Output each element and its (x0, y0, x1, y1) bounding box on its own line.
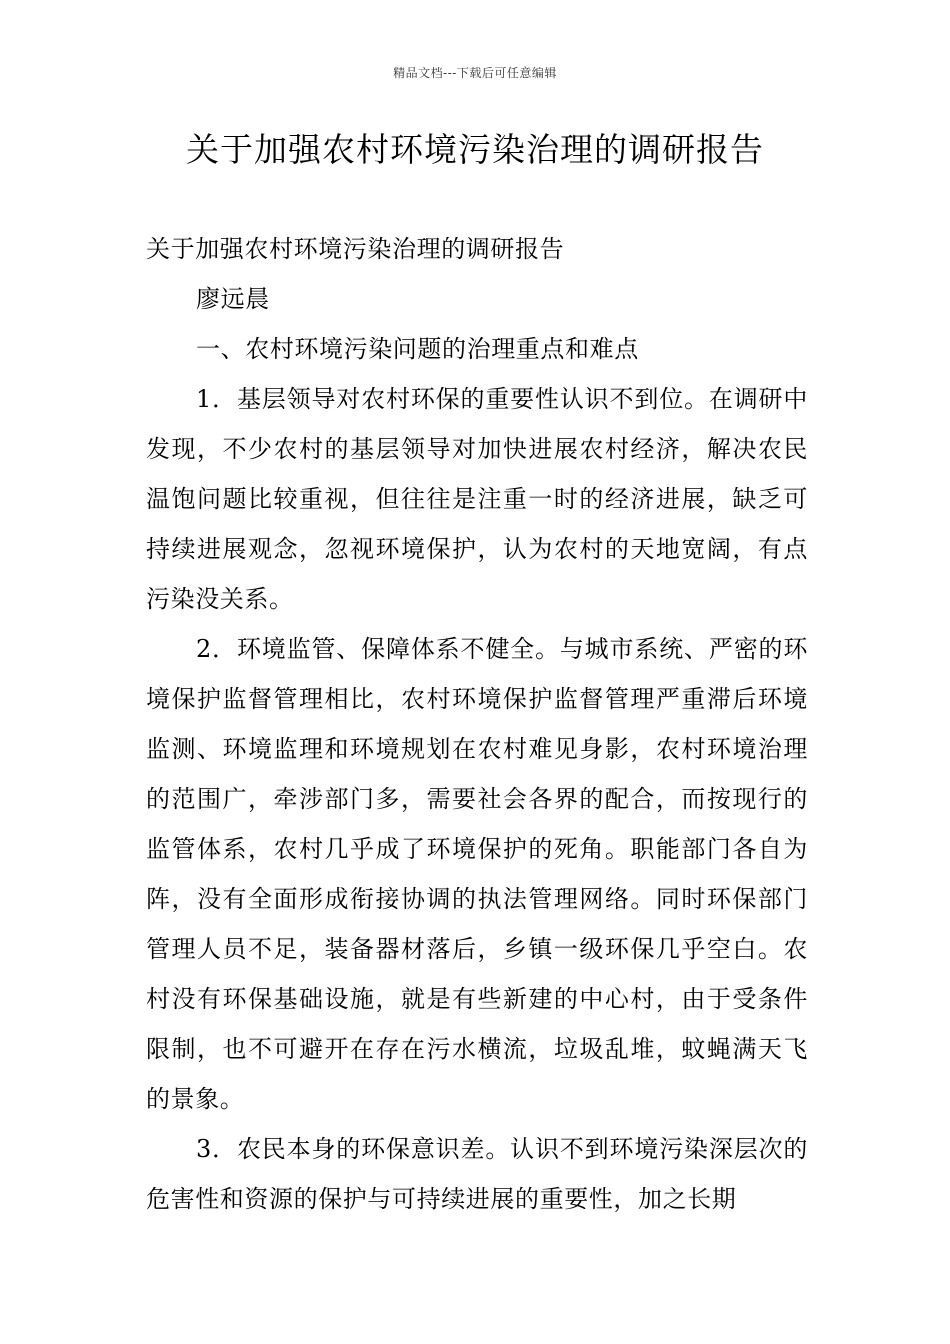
paragraph-3: 3．农民本身的环保意识差。认识不到环境污染深层次的危害性和资源的保护与可持续进展的重要性，加之长期 (146, 1135, 808, 1213)
header-note: 精品文档---下载后可任意编辑 (393, 66, 557, 80)
paragraph-2: 2．环境监管、保障体系不健全。与城市系统、严密的环境保护监督管理相比，农村环境保护监督管理严重滞后环境监测、环境监理和环境规划在农村难见身影，农村环境治理的范围广，牵涉部门多，需要社会各界的配合，而按现行的监管体系，农村几乎成了环境保护的死角。职能部门各自为阵，没有全面形成衔接协调的执法管理网络。同时环保部门管理人员不足，装备器材落后，乡镇一级环保几乎空白。农村没有环保基础设施，就是有些新建的中心村，由于受条件限制，也不可避开在存在污水横流，垃圾乱堆，蚊蝇满天飞的景象。 (146, 635, 808, 1113)
page-title: 关于加强农村环境污染治理的调研报告 (186, 130, 764, 169)
author-line: 廖远晨 (196, 285, 270, 313)
paragraph-1: 1．基层领导对农村环保的重要性认识不到位。在调研中发现，不少农村的基层领导对加快进展农村经济，解决农民温饱问题比较重视，但往往是注重一时的经济进展，缺乏可持续进展观念，忽视环境保护，认为农村的天地宽阔，有点污染没关系。 (146, 385, 808, 613)
subtitle: 关于加强农村环境污染治理的调研报告 (146, 235, 565, 263)
section-heading: 一、农村环境污染问题的治理重点和难点 (196, 335, 639, 363)
document-body (146, 224, 808, 1224)
